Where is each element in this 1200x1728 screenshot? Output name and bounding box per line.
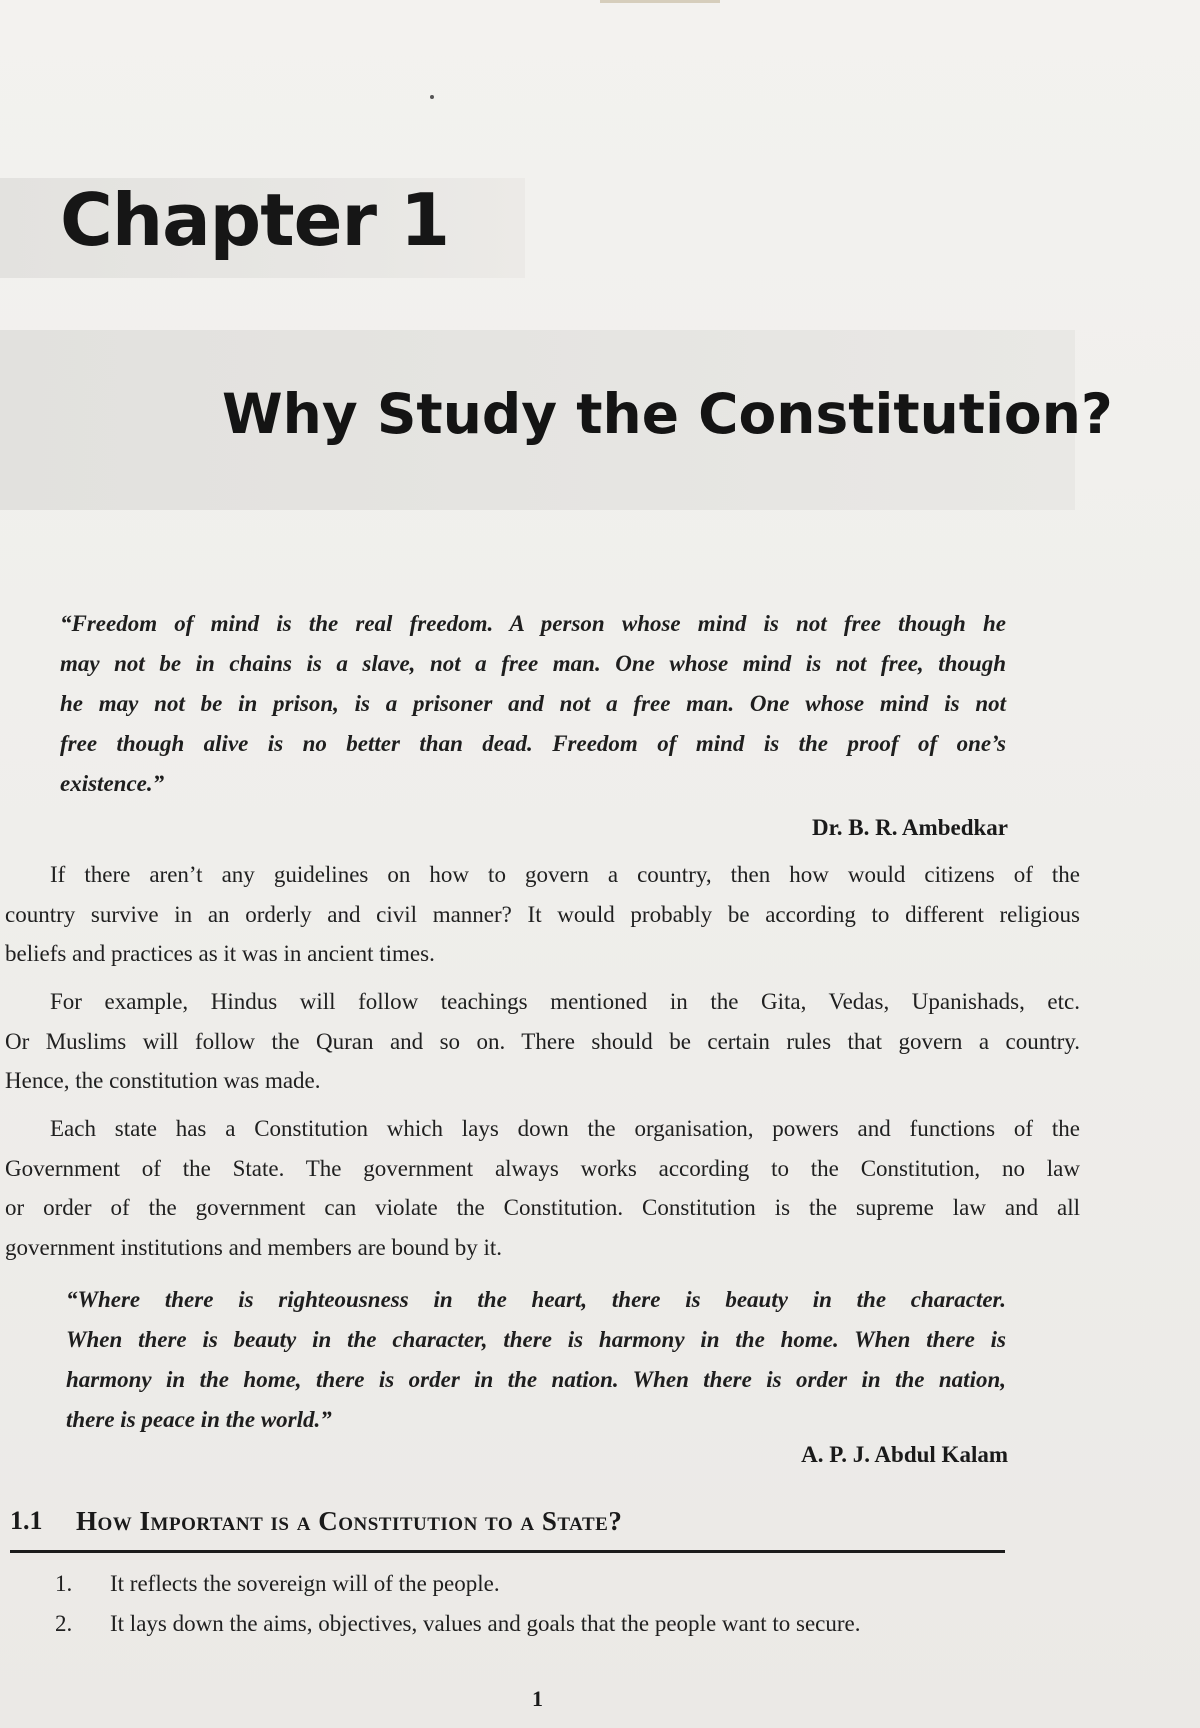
list-item-text: It lays down the aims, objectives, values and goals that the people want to secure. [110,1611,861,1636]
paragraph-line: beliefs and practices as it was in ancient times. [5,941,435,966]
section-number: 1.1 [10,1506,43,1535]
paragraph-line: government institutions and members are bound by it. [5,1234,502,1260]
chapter-label: Chapter 1 [60,178,450,262]
list-item-number: 1. [55,1571,73,1596]
quote-attribution: A. P. J. Abdul Kalam [801,1442,1008,1467]
list-item [55,1564,1015,1604]
paragraph-line: For example, Hindus will follow teachings mentioned in the Gita, Vedas, Upanishads, etc. [50,989,1080,1014]
quote-line: “Where there is righteousness in the heart, there is beauty in the character. [66,1287,1006,1312]
quote-line: existence.” [60,771,165,796]
quote-line: there is peace in the world.” [66,1407,332,1432]
section-title: How Important is a Constitution to a State? [76,1506,623,1536]
paragraph-line: If there aren’t any guidelines on how to govern a country, then how would citizens of the [50,862,1080,887]
quote-attribution: Dr. B. R. Ambedkar [812,815,1008,840]
list-item-number: 2. [55,1611,73,1636]
ambedkar-quote [60,604,1006,804]
quote-line: may not be in chains is a slave, not a free man. One whose mind is not free, though [60,651,1006,676]
paragraph [5,1109,1080,1267]
paragraph [5,982,1080,1101]
list-item-text: It reflects the sovereign will of the people. [110,1571,500,1596]
section-heading [10,1502,1005,1553]
paragraph-line: Government of the State. The government always works according to the Constitution, no law [5,1155,1080,1181]
quote-line: “Freedom of mind is the real freedom. A person whose mind is not free though he [60,611,1006,636]
page-number: 1 [532,1686,543,1711]
quote-line: harmony in the home, there is order in the nation. When there is order in the nation, [66,1367,1006,1392]
paragraph-line: Each state has a Constitution which lays down the organisation, powers and functions of the [50,1116,1080,1141]
kalam-quote [66,1280,1006,1440]
paragraph-line: Hence, the constitution was made. [5,1068,321,1093]
chapter-title: Why Study the Constitution? [222,382,1113,446]
quote-line: When there is beauty in the character, there is harmony in the home. When there is [66,1327,1006,1352]
quote-line: he may not be in prison, is a prisoner and not a free man. One whose mind is not [60,691,1006,716]
paragraph-line: country survive in an orderly and civil manner? It would probably be according to different religious [5,901,1080,927]
print-speck [430,95,434,99]
paragraph [5,855,1080,974]
list-item [55,1604,1015,1644]
paragraph-line: or order of the government can violate the Constitution. Constitution is the supreme law and all [5,1195,1080,1220]
quote-line: free though alive is no better than dead. Freedom of mind is the proof of one’s [60,731,1006,756]
paragraph-line: Or Muslims will follow the Quran and so on. There should be certain rules that govern a country. [5,1028,1080,1054]
page-top-rule [600,0,720,3]
numbered-list [55,1564,1015,1644]
